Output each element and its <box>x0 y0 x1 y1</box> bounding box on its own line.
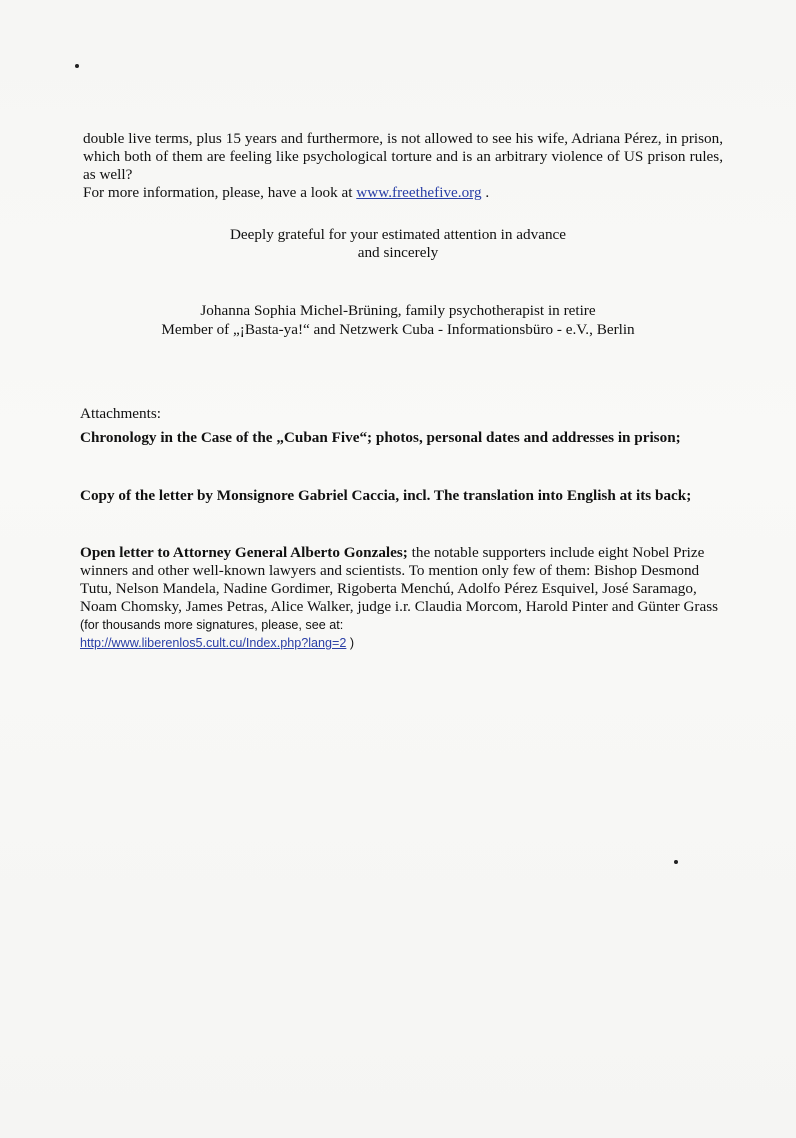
more-info-line <box>83 184 489 201</box>
attachment-item-letter: Copy of the letter by Monsignore Gabriel Caccia, incl. The translation into English at its back; <box>80 487 692 504</box>
signature-name: Johanna Sophia Michel-Brüning, family psychotherapist in retire <box>200 302 596 319</box>
paragraph-text: double live terms, plus 15 years and furthermore, is not allowed to see his wife, Adriana Pérez, in prison, which both of them are feeling like psychological torture and is an arbitrary violence of US prison rules, as well? <box>83 130 723 183</box>
open-letter-text: the notable supporters include eight Nobel Prize winners and other well-known lawyers and scientists. To mention only few of them: Bishop Desmond Tutu, Nelson Mandela, Nadine Gordimer, Rigoberta Menchú, Adolfo Pérez Esquivel, José Saramago, Noam Chomsky, James Petras, Alice Walker, judge i.r. Claudia Morcom, Harold Pinter and Günter Grass <box>80 544 719 615</box>
speck <box>674 860 678 864</box>
closing-paren: ) <box>346 636 355 650</box>
signature-affiliation: Member of „¡Basta-ya!“ and Netzwerk Cuba - Informationsbüro - e.V., Berlin <box>161 321 635 338</box>
closing-line-1: Deeply grateful for your estimated attention in advance <box>229 226 567 243</box>
attachment-item-open-letter <box>80 544 720 652</box>
liberenlos5-link[interactable]: http://www.liberenlos5.cult.cu/Index.php?lang=2 <box>80 636 347 650</box>
signatures-note: (for thousands more signatures, please, see at: <box>80 618 344 632</box>
attachment-item-chronology: Chronology in the Case of the „Cuban Five“; photos, personal dates and addresses in prison; <box>80 429 681 446</box>
more-info-suffix: . <box>481 184 490 201</box>
body-paragraph <box>83 130 723 202</box>
speck <box>75 64 79 68</box>
freethefive-link[interactable]: www.freethefive.org <box>356 184 482 201</box>
closing-line-2: and sincerely <box>357 244 439 261</box>
more-info-prefix: For more information, please, have a look at <box>83 184 357 201</box>
open-letter-title: Open letter to Attorney General Alberto Gonzales; <box>80 544 408 561</box>
attachments-heading: Attachments: <box>80 405 161 422</box>
